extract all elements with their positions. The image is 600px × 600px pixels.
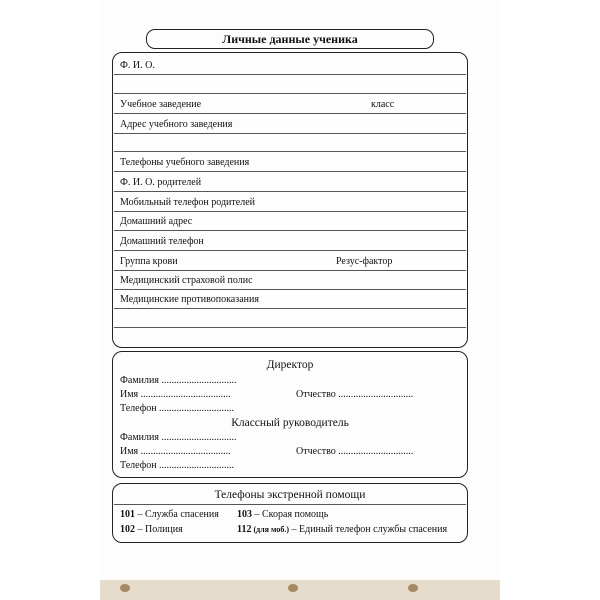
director-name: Имя .................................... xyxy=(120,389,231,400)
field-line xyxy=(114,289,466,290)
decor-dot xyxy=(408,584,418,592)
emergency-note: (для моб.) xyxy=(251,525,289,534)
fio-label: Ф. И. О. xyxy=(120,60,155,71)
school-label: Учебное заведение xyxy=(120,99,202,110)
field-line xyxy=(114,133,466,134)
decor-dot xyxy=(288,584,298,592)
parents-mobile-label: Мобильный телефон родителей xyxy=(120,197,255,208)
contraindications-label: Медицинские противопоказания xyxy=(120,294,259,305)
emergency-item xyxy=(237,509,328,521)
class-label: класс xyxy=(371,99,395,110)
emergency-service: – Полиция xyxy=(135,524,183,535)
teacher-name: Имя .................................... xyxy=(120,446,231,457)
school-address-label: Адрес учебного заведения xyxy=(120,119,233,130)
parents-fio-label: Ф. И. О. родителей xyxy=(120,177,202,188)
bottom-decor-strip xyxy=(100,580,500,600)
rh-factor-label: Резус-фактор xyxy=(336,256,393,267)
emergency-service: – Единый телефон службы спасения xyxy=(289,524,448,535)
blood-group-label: Группа крови xyxy=(120,256,178,267)
director-phone: Телефон .............................. xyxy=(120,403,235,414)
director-patronymic: Отчество .............................. xyxy=(296,389,414,400)
emergency-heading: Телефоны экстренной помощи xyxy=(214,489,366,501)
teacher-surname: Фамилия .............................. xyxy=(120,432,237,443)
emergency-service: – Служба спасения xyxy=(135,509,219,520)
home-phone-label: Домашний телефон xyxy=(120,236,204,247)
emergency-number: 103 xyxy=(237,509,252,520)
page-title: Личные данные ученика xyxy=(146,29,434,49)
emergency-item xyxy=(237,524,447,536)
home-address-label: Домашний адрес xyxy=(120,216,193,227)
field-line xyxy=(114,270,466,271)
emergency-number: 112 xyxy=(237,524,252,535)
field-line xyxy=(114,327,466,328)
emergency-divider xyxy=(114,504,466,505)
field-line xyxy=(114,74,466,75)
field-line xyxy=(114,171,466,172)
school-phones-label: Телефоны учебного заведения xyxy=(120,157,250,168)
field-line xyxy=(114,250,466,251)
field-line xyxy=(114,113,466,114)
insurance-label: Медицинский страховой полис xyxy=(120,275,253,286)
emergency-item xyxy=(120,509,219,521)
decor-dot xyxy=(120,584,130,592)
teacher-phone: Телефон .............................. xyxy=(120,460,235,471)
field-line xyxy=(114,211,466,212)
emergency-item xyxy=(120,524,183,536)
emergency-number: 101 xyxy=(120,509,135,520)
field-line xyxy=(114,93,466,94)
field-line xyxy=(114,230,466,231)
field-line xyxy=(114,151,466,152)
emergency-service: – Скорая помощь xyxy=(252,509,329,520)
emergency-number: 102 xyxy=(120,524,135,535)
field-line xyxy=(114,191,466,192)
class-teacher-heading: Классный руководитель xyxy=(231,417,349,429)
director-heading: Директор xyxy=(266,359,314,371)
teacher-patronymic: Отчество .............................. xyxy=(296,446,414,457)
field-line xyxy=(114,308,466,309)
director-surname: Фамилия .............................. xyxy=(120,375,237,386)
